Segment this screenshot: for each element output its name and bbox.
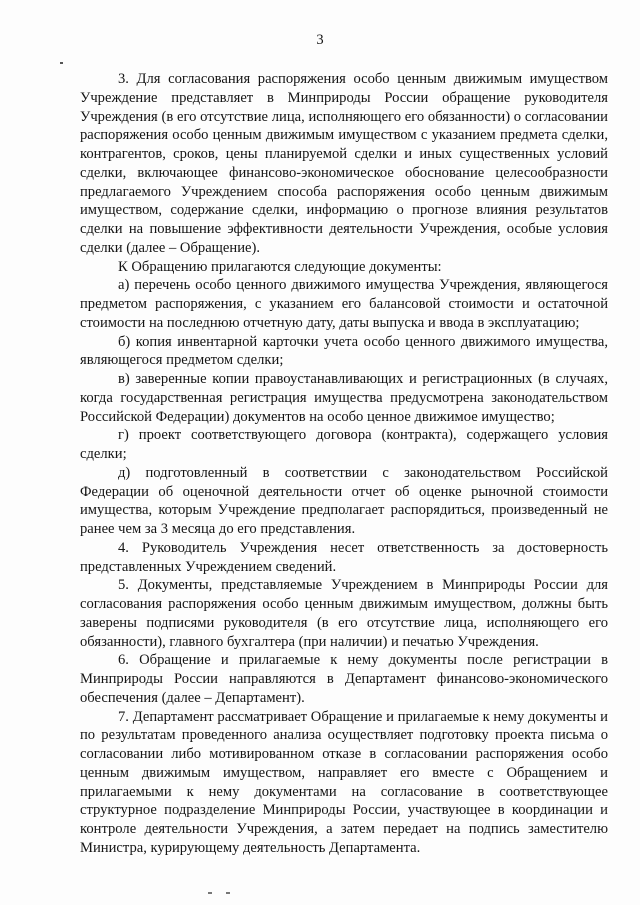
paragraph-subitem-g: г) проект соответствующего договора (контракта), содержащего условия сделки; [80, 427, 608, 462]
paragraph-subitem-d: д) подготовленный в соответствии с законодательством Российской Федерации об оценочной деятельности отчет об оценке рыночной стоимости имущества, которым Учреждение предполагает распорядиться, произведенный не ранее чем за 3 месяца до его представления. [80, 464, 608, 537]
paragraph-subitem-v: в) заверенные копии правоустанавливающих и регистрационных (в случаях, когда государственная регистрация имущества предусмотрена законодательством Российской Федерации) документов на особо ценное движимое имущество; [80, 371, 608, 425]
page-number: 3 [316, 32, 324, 48]
paragraph-item-5: 5. Документы, представляемые Учреждением в Минприроды России для согласования распоряжения особо ценным движимым имуществом, должны быть заверены подписями руководителя (в его отсутствие лица, исполняющего его обязанности), главного бухгалтера (при наличии) и печатью Учреждения. [80, 577, 608, 650]
scan-mark [60, 62, 63, 64]
paragraph-item-3: 3. Для согласования распоряжения особо ценным движимым имуществом Учреждение представляет в Минприроды России обращение руководителя Учреждения (в его отсутствие лица, исполняющего его обязанности) о согласовании распоряжения особо ценным движимым имуществом с указанием предмета сделки, контрагентов, сроков, цены планируемой сделки и иных существенных условий сделки, включающее финансово-экономическое обоснование целесообразности предлагаемого Учреждением способа распоряжения особо ценным движимым имуществом, содержание сделки, информацию о прогнозе влияния результатов сделки на повышение эффективности деятельности Учреждения, особые условия сделки (далее – Обращение). [80, 71, 608, 256]
paragraph-subitem-b: б) копия инвентарной карточки учета особо ценного движимого имущества, являющегося предметом сделки; [80, 333, 608, 369]
paragraph-item-4: 4. Руководитель Учреждения несет ответственность за достоверность представленных Учреждением сведений. [80, 539, 608, 575]
paragraph-subitem-a: а) перечень особо ценного движимого имущества Учреждения, являющегося предметом распоряжения, с указанием его балансовой стоимости и остаточной стоимости на последнюю отчетную дату, даты выпуска и ввода в эксплуатацию; [80, 277, 608, 331]
paragraph-item-7: 7. Департамент рассматривает Обращение и прилагаемые к нему документы и по результатам проведенного анализа осуществляет подготовку проекта письма о согласовании либо мотивированном отказе в согласовании распоряжения особо ценным движимым имуществом, направляет его вместе с Обращением и прилагаемыми к нему документами на согласование в соответствующее структурное подразделение Минприроды России, участвующее в координации и контроле деятельности Учреждения, а затем передает на подпись заместителю Министра, курирующему деятельность Департамента. [80, 708, 608, 856]
scan-speck [226, 892, 230, 894]
paragraph-item-6: 6. Обращение и прилагаемые к нему документы после регистрации в Минприроды России направляются в Департамент финансово-экономического обеспечения (далее – Департамент). [80, 652, 608, 706]
paragraph-attachments-intro: К Обращению прилагаются следующие документы: [118, 258, 442, 275]
document-body [80, 70, 608, 858]
scan-speck [208, 892, 212, 894]
